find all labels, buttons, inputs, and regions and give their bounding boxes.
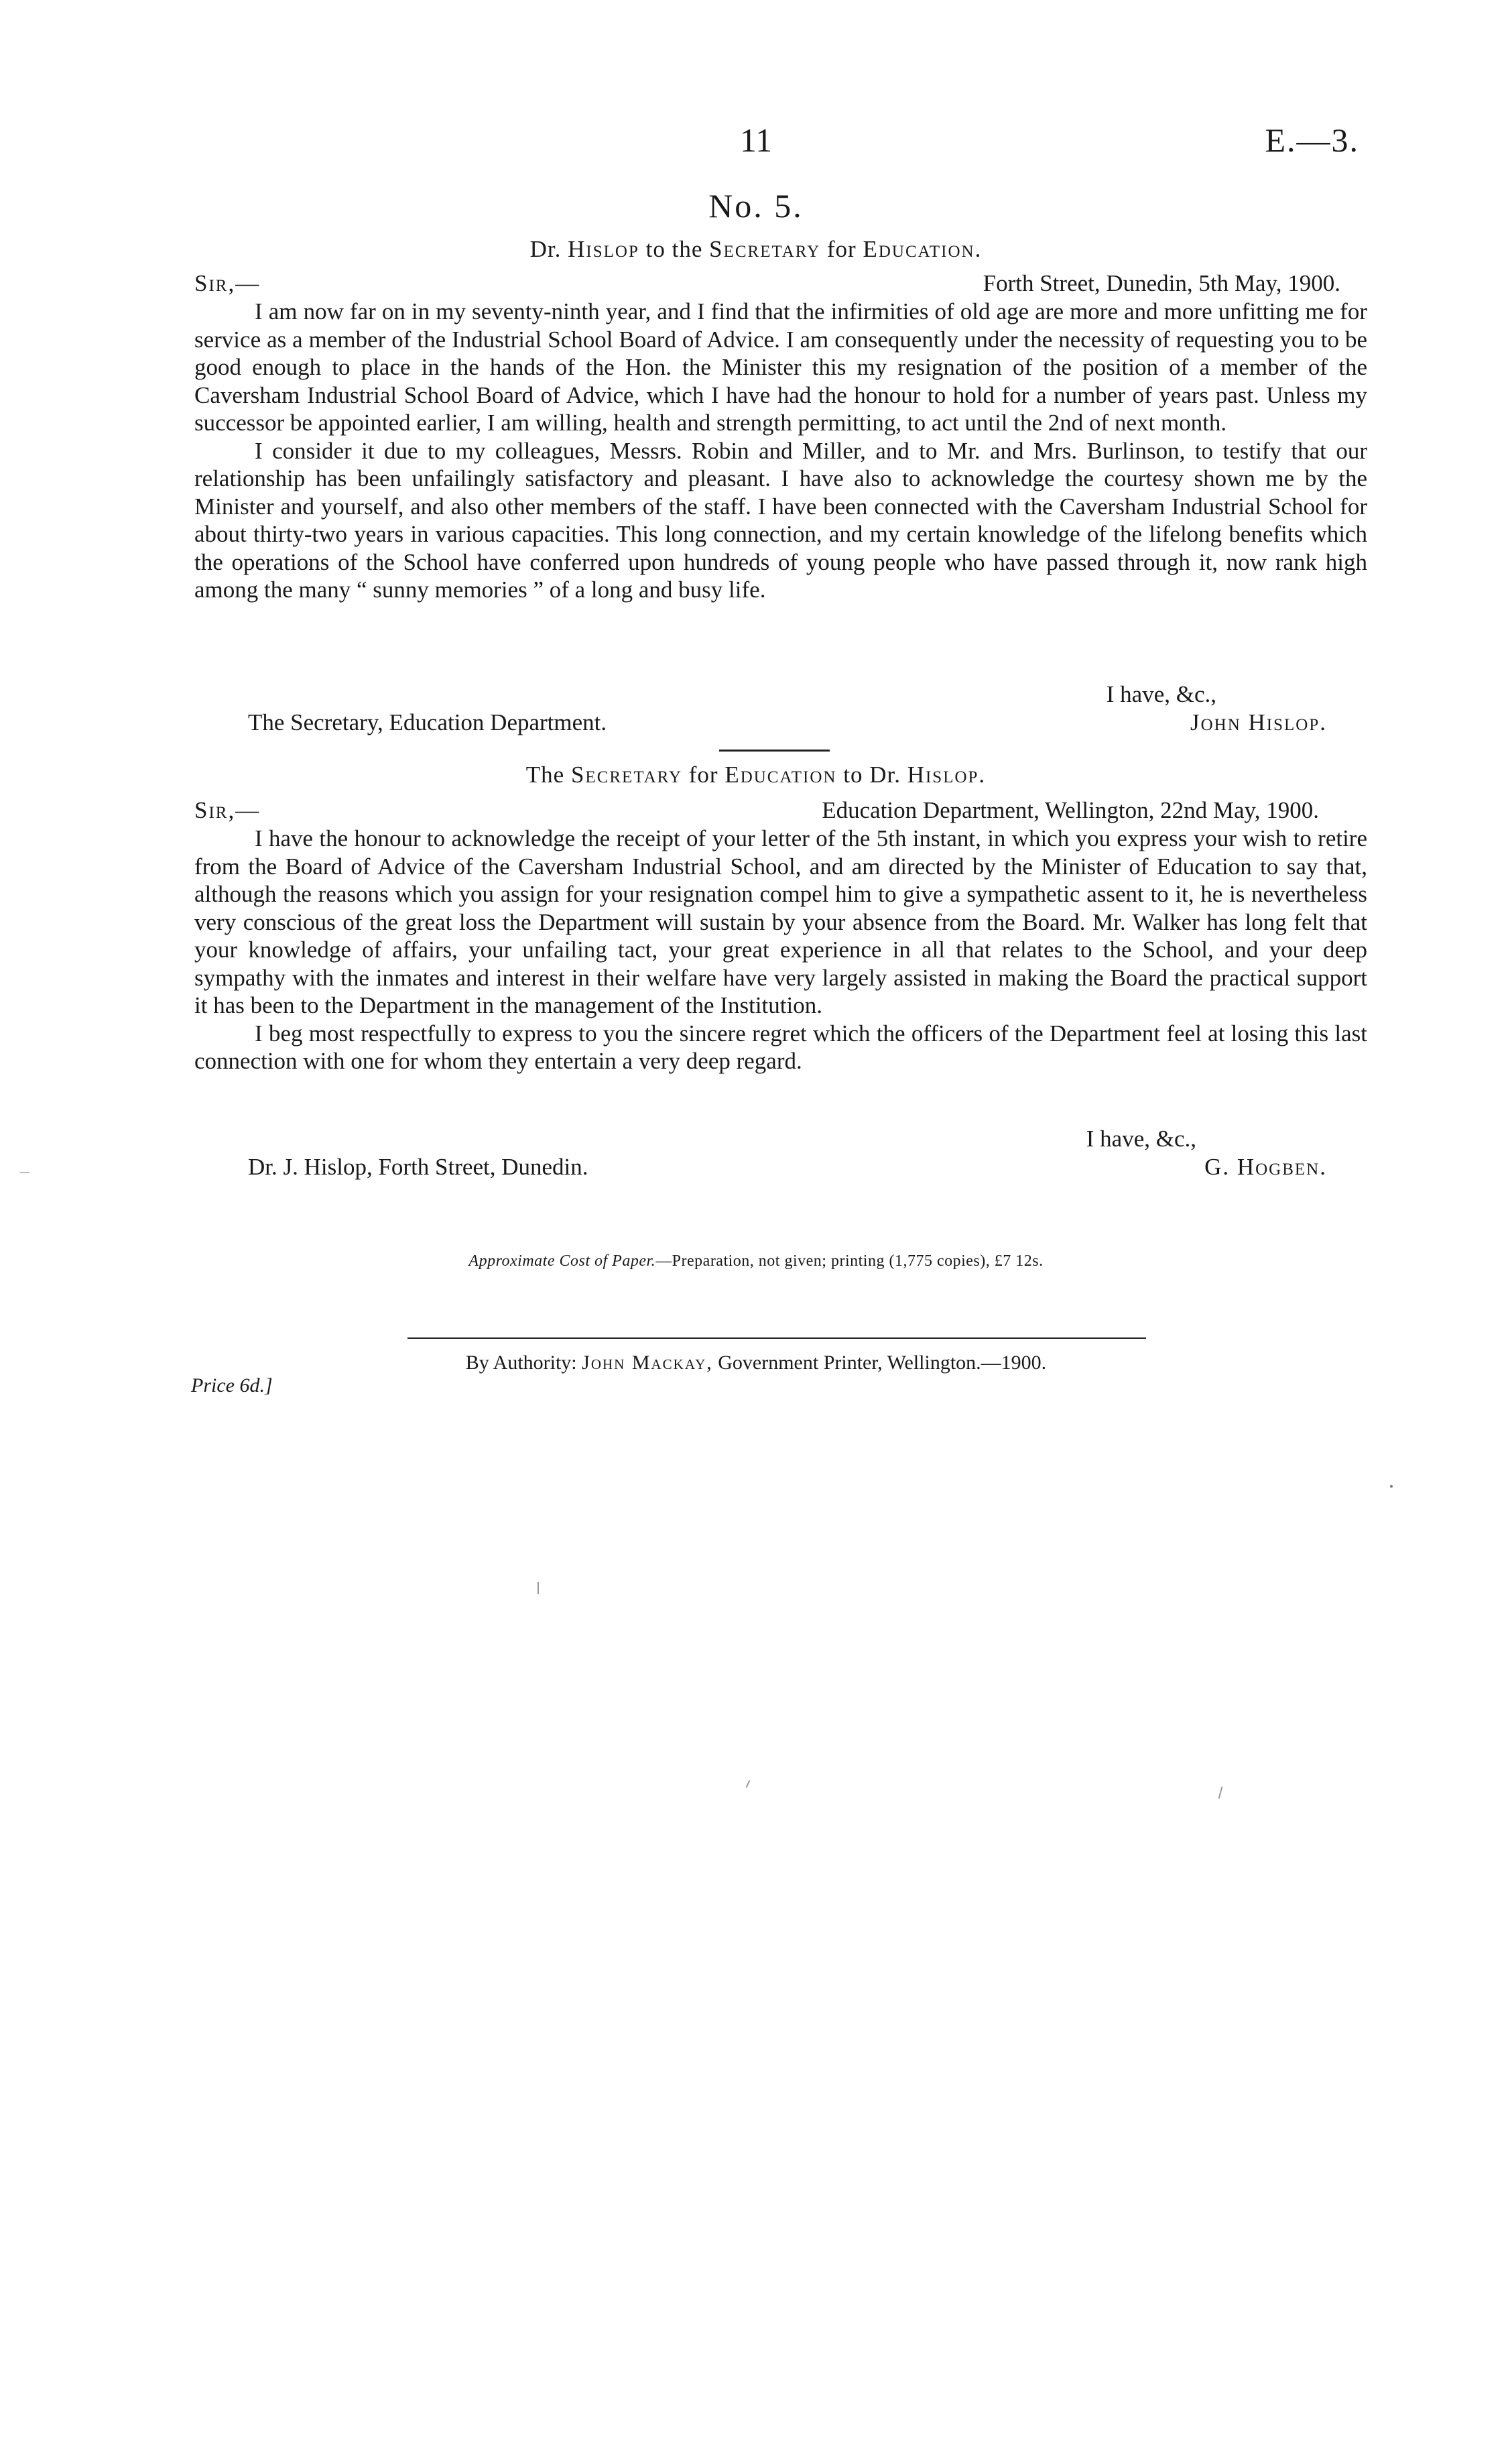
letter2-closing: I have, &c.,: [1086, 1126, 1196, 1152]
letter2-salutation: Sir,—: [194, 797, 261, 823]
heading-for: for: [826, 236, 857, 262]
letter1-body: [194, 298, 1367, 604]
document-reference: E.—3.: [1265, 121, 1359, 159]
cost-text: —Preparation, not given; printing (1,775 copies), £7 12s.: [655, 1252, 1044, 1270]
heading-department: Education.: [863, 236, 983, 262]
letter1-header-row: [194, 270, 1367, 298]
heading-pre: The: [525, 762, 565, 788]
heading-recipient: Hislop.: [907, 762, 987, 788]
imprint-printer: John Mackay,: [582, 1352, 713, 1374]
letter2-closing-row: [194, 1125, 1367, 1153]
letter1-salutation: Sir,—: [194, 270, 261, 296]
letter2-header-row: [194, 796, 1367, 825]
scan-scratch: [746, 1780, 751, 1788]
cost-note: [0, 1252, 1512, 1270]
letter2-signature: G. Hogben.: [1204, 1154, 1327, 1180]
scan-scratch: [538, 1582, 539, 1594]
section-divider: [719, 750, 830, 752]
imprint-suffix: Government Printer, Wellington.—1900.: [718, 1352, 1047, 1374]
heading-post: to Dr.: [843, 762, 901, 788]
letter1-addressee: The Secretary, Education Department.: [248, 709, 607, 735]
letter1-paragraph: I am now far on in my seventy-ninth year, and I find that the infirmities of old age are more and more unfitting me for service as a member of the Industrial School Board of Advice. I am consequently under the necessity of requesting you to be good enough to place in the hands of the Hon. the Minister this my resignation of the position of a member of the Caversham Industrial School Board of Advice, which I have had the honour to hold for a number of years past. Unless my successor be appointed earlier, I am willing, health and strength permitting, to act until the 2nd of next month.: [194, 298, 1367, 436]
letter2-addressee: Dr. J. Hislop, Forth Street, Dunedin.: [248, 1154, 588, 1180]
imprint-rule: [407, 1337, 1146, 1339]
letter1-signoff-row: [194, 709, 1367, 737]
letter2-paragraph: I have the honour to acknowledge the receipt of your letter of the 5th instant, in which you express your wish to retire from the Board of Advice of the Caversham Industrial School, and am directed by the Minister of Education to say that, although the reasons which you assign for your resignation compel him to give a sympathetic assent to it, he is nevertheless very conscious of the great loss the Department will sustain by your absence from the Board. Mr. Walker has long felt that your knowledge of affairs, your unfailing tact, your great experience in all that relates to the School, and your deep sympathy with the inmates and interest in their welfare have very largely assisted in making the Board the practical support it has been to the Department in the management of the Institution.: [194, 825, 1367, 1018]
letter1-paragraph: I consider it due to my colleagues, Messrs. Robin and Miller, and to Mr. and Mrs. Burlinson, to testify that our relationship has been unfailingly satisfactory and pleasant. I have also to acknowledge the courtesy shown me by the Minister and yourself, and also other members of the staff. I have been connected with the Caversham Industrial School for about thirty-two years in various capacities. This long connection, and my certain knowledge of the lifelong benefits which the operations of the School have conferred upon hundreds of young people who have passed through it, now rank high among the many “ sunny memories ” of a long and busy life.: [194, 437, 1367, 603]
letter1-closing: I have, &c.,: [1106, 681, 1216, 707]
price: Price 6d.]: [191, 1374, 273, 1396]
heading-recipient: Secretary: [709, 236, 821, 262]
letter-number: No. 5.: [708, 187, 804, 225]
letter1-signature: John Hislop.: [1190, 709, 1327, 735]
letter2-heading: [0, 762, 1512, 788]
heading-prefix: Dr.: [529, 236, 562, 262]
heading-department: Education: [724, 762, 837, 788]
cost-label: Approximate Cost of Paper.: [468, 1252, 656, 1270]
scan-speck: [20, 1172, 29, 1173]
page-number: 11: [739, 121, 773, 159]
letter2-paragraph: I beg most respectfully to express to you the sincere regret which the officers of the Department feel at losing this last connection with one for whom they entertain a very deep regard.: [194, 1020, 1367, 1074]
imprint-prefix: By Authority:: [465, 1352, 577, 1374]
letter1-address: Forth Street, Dunedin, 5th May, 1900.: [983, 270, 1340, 296]
letter-heading: [0, 236, 1512, 263]
heading-sender: Secretary: [570, 762, 682, 788]
imprint: [0, 1352, 1512, 1374]
letter2-body: [194, 825, 1367, 1075]
heading-mid: to the: [645, 236, 703, 262]
letter2-signoff-row: [194, 1153, 1367, 1181]
heading-sender: Hislop: [568, 236, 639, 262]
heading-for: for: [688, 762, 718, 788]
letter1-closing-row: [194, 680, 1367, 709]
scan-scratch: [1218, 1787, 1223, 1799]
scan-speck: [1390, 1485, 1393, 1488]
letter2-address: Education Department, Wellington, 22nd May, 1900.: [822, 797, 1319, 823]
